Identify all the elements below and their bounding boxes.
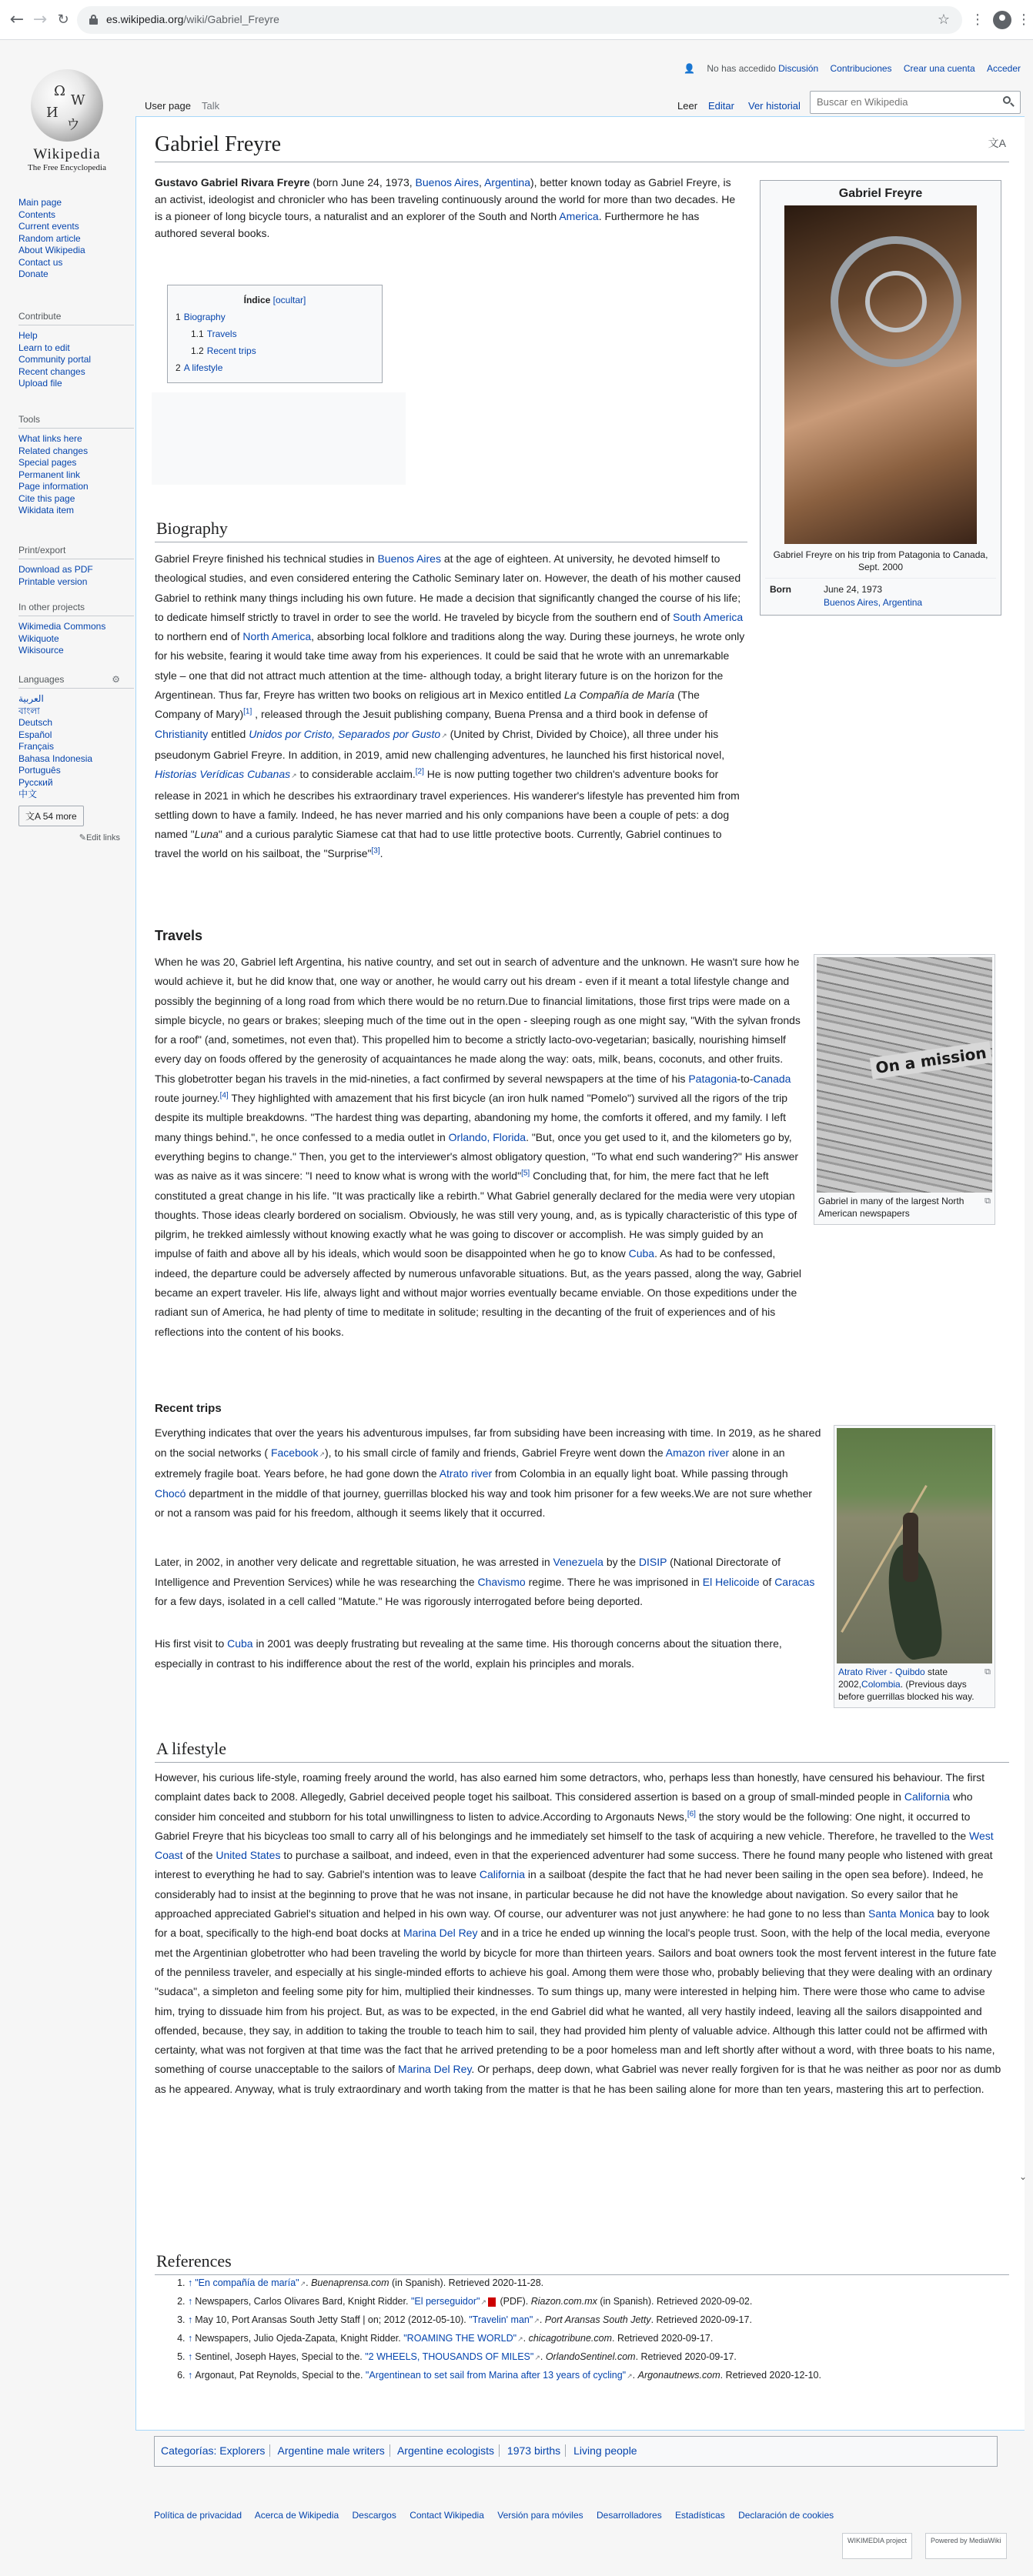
link[interactable]: Atrato river	[439, 1467, 493, 1480]
sidebar-item-learn-to-edit[interactable]: Learn to edit	[18, 342, 70, 353]
user-icon: 👤	[684, 63, 696, 74]
heading-references: References	[156, 2251, 232, 2271]
citation-1[interactable]: [1]	[243, 707, 252, 716]
create-account-link[interactable]: Crear una cuenta	[903, 63, 975, 74]
projects-heading: In other projects	[18, 602, 85, 612]
login-link[interactable]: Acceder	[986, 63, 1021, 74]
language-link[interactable]: Bahasa Indonesia	[18, 752, 93, 764]
link[interactable]: Argentina	[484, 176, 530, 189]
toc-title: Índice [ocultar]	[243, 295, 306, 305]
link[interactable]: Santa Monica	[868, 1907, 934, 1920]
forward-arrow-icon[interactable]: →	[32, 10, 48, 29]
link[interactable]: Venezuela	[553, 1556, 603, 1568]
link[interactable]: Chavismo	[477, 1575, 526, 1588]
infobox-title: Gabriel Freyre	[838, 187, 923, 200]
link[interactable]: Chocó	[155, 1487, 186, 1500]
pdf-icon	[488, 2297, 496, 2307]
wikimedia-badge[interactable]: WIKIMEDIA project	[842, 2533, 912, 2559]
newspaper-image[interactable]: On a mission	[817, 957, 992, 1193]
heading-travels: Travels	[155, 928, 203, 943]
link[interactable]: West Coast	[155, 1829, 994, 1862]
star-icon[interactable]: ☆	[937, 12, 951, 28]
toc-item-recent-trips[interactable]: 1.2 Recent trips	[191, 345, 256, 356]
link[interactable]: California	[904, 1790, 950, 1804]
tab-history[interactable]: Ver historial	[748, 100, 801, 112]
born-label: Born	[770, 584, 791, 595]
link[interactable]: Cuba	[628, 1247, 655, 1260]
sidebar-item-recent-changes[interactable]: Recent changes	[18, 365, 85, 377]
category-link[interactable]: 1973 births	[506, 2444, 561, 2457]
sidebar-print	[18, 545, 134, 588]
language-link[interactable]: العربية	[18, 693, 44, 704]
category-link[interactable]: Argentine male writers	[277, 2444, 385, 2457]
citation-5[interactable]: [5]	[521, 1169, 530, 1178]
toc-item-lifestyle[interactable]: 2 A lifestyle	[176, 362, 223, 373]
reference-link[interactable]: "2 WHEELS, THOUSANDS OF MILES" ↗	[365, 2351, 540, 2362]
thumbnail-caption: ⧉ Gabriel in many of the largest North American newspapers	[818, 1196, 991, 1219]
toc-item-biography[interactable]: 1 Biography	[176, 312, 226, 322]
language-link[interactable]: Français	[18, 741, 55, 752]
tab-read[interactable]: Leer	[677, 100, 698, 112]
reload-icon[interactable]: ↻	[57, 12, 69, 28]
toc-item-travels[interactable]: 1.1 Travels	[191, 329, 237, 339]
heading-lifestyle: A lifestyle	[156, 1739, 227, 1758]
travels-thumbnail	[814, 954, 995, 1225]
toc-hide-link[interactable]: [ocultar]	[272, 295, 306, 305]
sidebar-item-contact[interactable]: Contact us	[18, 256, 63, 268]
footer-link[interactable]: Descargos	[352, 2510, 396, 2521]
sidebar-item-wikiquote[interactable]: Wikiquote	[18, 632, 59, 644]
infobox-born-row	[765, 578, 996, 609]
back-arrow-icon[interactable]: ←	[9, 10, 25, 29]
heading-biography: Biography	[156, 519, 228, 538]
sidebar-item-contents[interactable]: Contents	[18, 209, 56, 220]
infobox-photo[interactable]	[784, 205, 977, 544]
sidebar-item-donate[interactable]: Donate	[18, 269, 48, 279]
browser-toolbar	[0, 0, 1033, 40]
link[interactable]: Colombia	[861, 1679, 901, 1690]
reference-link[interactable]: "ROAMING THE WORLD" ↗	[403, 2333, 523, 2344]
link[interactable]: Unidos por Cristo, Separados por Gusto ↗	[249, 728, 447, 740]
edit-links[interactable]: ✎Edit links	[79, 833, 120, 843]
intro-paragraph: Gustavo Gabriel Rivara Freyre (born June 24, 1973, Buenos Aires, Argentina), better known today as Gabriel Freyre, is an activist, ideologist and chronicler who has been traveling continuously around the world for more than two decades. He is a pioneer of long bicycle tours, a naturalist and an explorer of the South and North America. Furthermore he has authored several books.	[155, 176, 736, 239]
table-of-contents	[167, 285, 383, 383]
born-date: June 24, 1973	[824, 584, 883, 595]
url-text: es.wikipedia.org/wiki/Gabriel_Freyre	[106, 13, 279, 25]
expand-icon[interactable]: ⧉	[985, 1667, 991, 1677]
sidebar-item-special-pages[interactable]: Special pages	[18, 457, 77, 468]
sidebar-item-help[interactable]: Help	[18, 330, 38, 341]
lock-icon	[89, 15, 98, 25]
print-heading: Print/export	[18, 545, 66, 556]
citation-6[interactable]: [6]	[687, 1809, 696, 1818]
reference-link[interactable]: "En compañía de maría" ↗	[195, 2277, 306, 2288]
language-link[interactable]: বাংলা	[18, 705, 40, 716]
link[interactable]: El Helicoide	[702, 1575, 760, 1588]
link[interactable]: Canada	[753, 1072, 791, 1085]
personal-tools	[665, 63, 1021, 74]
expand-icon[interactable]: ⧉	[985, 1196, 991, 1206]
address-bar[interactable]	[77, 6, 962, 34]
reference-link[interactable]: "Argentinean to set sail from Marina after 13 years of cycling" ↗	[366, 2370, 633, 2381]
reference-item: 3. ↑ May 10, Port Aransas South Jetty Staff | on; 2012 (2012-05-10). "Travelin' man" ↗ . Port Aransas South Jetty. Retrieved 2020-09-17.	[188, 2311, 821, 2330]
footer-links	[154, 2510, 834, 2521]
link[interactable]: Buenos Aires	[377, 552, 441, 565]
wikipedia-logo[interactable]	[17, 69, 117, 172]
globe-icon: Ω W И ウ	[31, 69, 103, 142]
link[interactable]: Buenos Aires	[415, 176, 480, 189]
sidebar-item-random-article[interactable]: Random article	[18, 232, 81, 244]
categories-label[interactable]: Categorías:	[161, 2444, 217, 2457]
link[interactable]: Christianity	[155, 727, 209, 740]
citation-4[interactable]: [4]	[219, 1091, 229, 1100]
sidebar-item-wikisource[interactable]: Wikisource	[18, 645, 64, 656]
language-link[interactable]: 中文	[18, 789, 38, 799]
link[interactable]: Facebook ↗	[271, 1446, 325, 1459]
sidebar-item-community-portal[interactable]: Community portal	[18, 354, 92, 365]
reference-link[interactable]: "El perseguidor" ↗	[411, 2296, 486, 2307]
sidebar-item-permanent-link[interactable]: Permanent link	[18, 469, 81, 480]
main-content	[135, 116, 1028, 2431]
travels-paragraph-top: When he was 20, Gabriel left Argentina, his native country, and set out in search of adventure and the unknown. He wasn't sure how he would achieve it, but he did know that, one way or another, he would carry out his dream - even if it meant a total lifestyle change and possibly the beginning of a long road from which there would be no return.Due to financial limitations, those first trips were made on a simple bicycle, no gears or brakes; sleeping much of the time out in the open - sleeping rough as one might say, "With the sylvan fronds for a roof" (and, sometimes, not even that). This propelled him to become a strictly lacto-ovo-vegetarian; basically, nourishing himself every day on foods offered by the generosity of acquaintances he made along the way: oats, milk, beans, coconuts, and other fruits. This globetrotter began his travels in the mid-nineties, a fact confirmed by several newspapers at the time of his Patagonia-to-Canada route journey.[4] They highlighted with amazement that his first bicycle (an iron hulk named "Pomelo") survived all the rigors of the trip despite its multiple breakdowns. "The hardest thing was departing, abandoning my home, the comforts it offered, and my family. I left many things behind.", he once confessed to a media outlet in Orlando, Florida. "But, once you get used to it, and the kilometers go by, everything begins to change." Then, you get to the interviewer's almost obligatory question, "To what end such wandering?" His answer was as naive as it was sincere: "I need to know what is wrong with the world"[5] Concluding that, for him, the mere fact that he left constituted a great change in his life. "It was practically like a rebirth." What Gabriel generally declared for the media were very utopian thoughts. Those ideas clearly bordered on socialism. Obviously, he was still very young, and, as is typically characteristic of this type of pilgrim, he trekked aimlessly without knowing exactly what he was going to discover or accomplish. He was simply guided by an impulse of faith and above all by his ideals, which would soon be disappointed when he go to know Cuba. As had to be confessed, indeed, the departure could be adversely affected by numerous unfavorable situations. But, as the years passed, along the way, Gabriel became an expert traveler. His life, always light and without major worries eventually became enviable. On those expeditions under the radiant sun of America, he had plenty of time to meditate in solitude; resulting in the decanting of the fruit of experiences and of his reflections into the content of his books.	[155, 956, 801, 1338]
search-box	[810, 91, 1021, 114]
infobox	[760, 180, 1001, 616]
reference-link[interactable]: "Travelin' man" ↗	[469, 2314, 540, 2325]
heading-rule	[155, 1762, 1009, 1763]
not-logged-in: 👤 No has accedido	[684, 63, 776, 74]
sidebar-item-main-page[interactable]: Main page	[18, 197, 62, 208]
category-links	[154, 2436, 998, 2467]
citation-2[interactable]: [2]	[415, 767, 424, 776]
link[interactable]: California	[479, 1868, 526, 1881]
link[interactable]: North America	[242, 630, 312, 643]
language-link[interactable]: Deutsch	[18, 717, 53, 728]
link[interactable]: Orlando, Florida	[448, 1130, 527, 1143]
recent-paragraph-2: Later, in 2002, in another very delicate and regrettable situation, he was arrested in Venezuela by the DISIP (National Directorate of Intelligence and Prevention Services) while he was researching the Chavismo regime. There he was imprisoned in El Helicoide of Caracas for a few days, isolated in a cell called "Matute." He was rigorously interrogated before being deported.	[155, 1556, 815, 1607]
link[interactable]: Cuba	[227, 1637, 253, 1650]
link[interactable]: Amazon river	[665, 1446, 730, 1459]
tab-talk[interactable]: Talk	[202, 100, 220, 112]
link[interactable]: Caracas	[774, 1575, 815, 1588]
sidebar-item-download-pdf[interactable]: Download as PDF	[18, 564, 93, 575]
category-link[interactable]: Living people	[573, 2444, 637, 2457]
language-link[interactable]: Русский	[18, 776, 53, 788]
footer-link[interactable]: Estadísticas	[675, 2510, 725, 2521]
contribute-heading: Contribute	[18, 311, 62, 322]
translate-icon[interactable]: 文A	[988, 137, 1006, 149]
thumbnail-caption: ⧉ Atrato River - Quibdo state 2002,Colombia. (Previous days before guerrillas blocked his way.	[838, 1667, 991, 1702]
languages-heading: Languages ⚙	[18, 674, 120, 685]
mediawiki-badge[interactable]: Powered by MediaWiki	[925, 2533, 1007, 2559]
sidebar-tools	[18, 414, 134, 517]
link[interactable]: Marina Del Rey	[397, 2063, 472, 2076]
category-link[interactable]: Argentine ecologists	[396, 2444, 495, 2457]
citation-3[interactable]: [3]	[371, 846, 380, 856]
footer-link[interactable]: Declaración de cookies	[738, 2510, 834, 2521]
footer-link[interactable]: Acerca de Wikipedia	[254, 2510, 339, 2521]
sidebar-item-about[interactable]: About Wikipedia	[18, 245, 85, 255]
heading-recent-trips: Recent trips	[155, 1402, 222, 1415]
recent-thumbnail	[834, 1425, 995, 1708]
profile-avatar[interactable]	[993, 11, 1011, 29]
link[interactable]: Historias Verídicas Cubanas ↗	[155, 768, 297, 780]
footer-link[interactable]: Política de privacidad	[154, 2510, 242, 2521]
link[interactable]: Marina Del Rey	[403, 1927, 478, 1940]
reference-item: 2. ↑ Newspapers, Carlos Olivares Bard, Knight Ridder. "El perseguidor" ↗ (PDF). Riazon.com.mx (in Spanish). Retrieved 2020-09-02.	[188, 2293, 821, 2311]
infobox-caption: Gabriel Freyre on his trip from Patagonia to Canada, Sept. 2000	[773, 549, 988, 572]
sidebar-languages	[18, 674, 134, 843]
tab-user-page[interactable]: User page	[145, 100, 191, 112]
footer-link[interactable]: Versión para móviles	[497, 2510, 583, 2521]
tools-heading: Tools	[18, 414, 41, 425]
sidebar-item-printable-version[interactable]: Printable version	[18, 576, 88, 587]
talk-link[interactable]: Discusión	[778, 63, 819, 74]
footer-link[interactable]: Contact Wikipedia	[410, 2510, 484, 2521]
sidebar-item-commons[interactable]: Wikimedia Commons	[18, 621, 106, 632]
sidebar-item-related-changes[interactable]: Related changes	[18, 445, 89, 456]
language-link-selected[interactable]: Español	[18, 729, 52, 740]
logo-title: Wikipedia	[33, 146, 101, 162]
link[interactable]: America	[559, 210, 599, 222]
sidebar-item-current-events[interactable]: Current events	[18, 221, 79, 232]
toc-shadow	[152, 392, 406, 485]
sidebar-projects	[18, 602, 134, 657]
search-icon[interactable]	[1003, 96, 1014, 107]
pencil-icon: ✎	[79, 833, 86, 843]
footer-link[interactable]: Desarrolladores	[596, 2510, 662, 2521]
menu-icon[interactable]: ⋮	[1017, 12, 1031, 28]
sidebar-navigation	[18, 197, 134, 281]
gear-icon[interactable]: ⚙	[112, 674, 120, 685]
biography-paragraph: Gabriel Freyre finished his technical studies in Buenos Aires at the age of eighteen. At university, he devoted himself to theological studies, and even considered entering the Catholic Seminary later on. However, the death of his mother caused Gabriel to rethink many things including his own future. He made a decision that significantly changed the course of his life; to dedicate himself strictly to travel in order to see the world. He traveled by bicycle from the southern end of South America to northern end of North America, absorbing local folklore and traditions along the way. During these journeys, he wrote only for his website, fearing it would take time away from his experiences. It could be said that he wrote with an unremarkable style – one that did not attract much attention at the time- although today, a bright literary future is on the horizon for the Argentinean. Thus far, Freyre has written two books on religious art in Mexico entitled La Compañía de María (The Company of Mary)[1] , released through the Jesuit publishing company, Buena Prensa and a third book in defense of Christianity entitled Unidos por Cristo, Separados por Gusto ↗ (United by Christ, Divided by Choice), all three under his pseudonym Gabriel Freyre. In addition, in 2019, amid new challenging adventures, he launched his first historical novel, Historias Verídicas Cubanas ↗ to considerable acclaim.[2] He is now putting together two children's adventure books for release in 2021 in which he describes his extraordinary travel experiences. His wanderer's lifestyle has prevented him from settling down to have a family. Indeed, he has never married and his only companions have been a couple of pets: a dog named "Luna" and a curious paralytic Siamese cat that had to use little protective boots. Currently, Gabriel continues to travel the world on his sailboat, the "Surprise"[3].	[155, 549, 747, 864]
logo-subtitle: The Free Encyclopedia	[27, 163, 106, 172]
link[interactable]: South America	[673, 610, 744, 623]
lifestyle-paragraph: However, his curious life-style, roaming freely around the world, has also earned him some detractors, who, perhaps less than honestly, have censured his behaviour. The first complaint dates back to 2008. Allegedly, Gabriel deceived people toget his sailboat. This considered assertion is based on a group of small-minded people in California who consider him conceited and stubborn for his total unwillingness to listen to advice.According to Argonauts News,[6] the story would be the following: One night, it occurred to Gabriel Freyre that his bicycleas too small to carry all of his belongings and he immediately set himself to the task of acquiring a new vehicle. Therefore, he travelled to the West Coast of the United States to purchase a sailboat, and indeed, even in that the experienced adventurer had some success. There he found many people who listened with great interest to everything he had to say. Gabriel's intention was to leave California in a sailboat (despite the fact that he had never been sailing in the open sea before). Indeed, he considerably had to insist at the beginning to prove that he was not insane, in particular because he did not have the knowledge about navigation. So every sailor that he approached appreciated Gabriel's situation and helped in his own way. Of course, our adventurer was not just anywhere: he had gone to no less than Santa Monica bay to look for a boat, specifically to the high-end boat docks at Marina Del Rey and in a trice he ended up winning the local's people trust. Soon, with the help of the local media, everyone met the Argentinian globetrotter who had been traveling the world by bicycle for more than thirteen years. Sailors and boat owners took the most fervent interest in the future fate of the penniless traveler, and especially at his single-minded efforts to achieve his goal. Among them were those who, probably believing that they were dealing with an ordinary "sudaca", a simpleton and feeling some pity for him, multiplied their kindnesses. To sum things up, many were interested in helping him. There were those who came to advise him, trying to dissuade him from his project. But, as was to be expected, in the end Gabriel did what he wanted, all very hastily indeed, leaving all the sailors disappointed and offended, because, they say, in addition to taking the trouble to teach him to sail, they had provided him plenty of valuable advice. Although this latter could not be affirmed with certainty, what was not forgiven at that time was the fact that he arrived pretending to be a poor homeless man and left shortly after without a word, with three boats to his name, something of course unacceptable to the sailors of Marina Del Rey. Or perhaps, deep down, what Gabriel was never really forgiven for is that he was neither as poor nor as dumb as he appeared. Anyway, what is truly extraordinary and worth taking from the matter is that he has been sailing alone for more than ten years, mastering this art to perfection.	[155, 1771, 1001, 2095]
recent-paragraph-3: His first visit to Cuba in 2001 was deeply frustrating but revealing at the same time. His thorough concerns about the situation there, especially in contrast to his indifference about the rest of the world, explain his principles and morals.	[155, 1637, 782, 1670]
sidebar-contribute	[18, 311, 134, 390]
language-link[interactable]: Português	[18, 765, 61, 776]
river-image[interactable]	[837, 1428, 992, 1663]
link[interactable]: DISIP	[638, 1556, 667, 1568]
sidebar-item-upload-file[interactable]: Upload file	[18, 378, 62, 389]
sidebar-item-what-links-here[interactable]: What links here	[18, 433, 82, 444]
search-input[interactable]	[817, 96, 994, 108]
reference-item: 4. ↑ Newspapers, Julio Ojeda-Zapata, Knight Ridder. "ROAMING THE WORLD" ↗ . chicagotribune.com. Retrieved 2020-09-17.	[188, 2330, 821, 2348]
sidebar-item-wikidata-item[interactable]: Wikidata item	[18, 505, 75, 516]
references-list	[174, 2274, 821, 2385]
link[interactable]: Atrato River - Quibdo	[838, 1667, 925, 1677]
extensions-icon[interactable]: ⋮	[971, 12, 985, 28]
more-languages-button[interactable]: 文A 54 more	[18, 806, 84, 826]
category-link[interactable]: Explorers	[219, 2444, 266, 2457]
page-title: Gabriel Freyre	[155, 132, 282, 156]
reference-item: 6. ↑ Argonaut, Pat Reynolds, Special to the. "Argentinean to set sail from Marina after 13 years of cycling" ↗ . Argonautnews.com. Retrieved 2020-12-10.	[188, 2367, 821, 2385]
tab-edit[interactable]: Editar	[708, 100, 734, 112]
recent-paragraph-1: Everything indicates that over the years his adventurous impulses, far from subsiding have been increasing with time. In 2019, as he shared on the social networks ( Facebook ↗ ), to his small circle of family and friends, Gabriel Freyre went down the Amazon river alone in an extremely fragile boat. Years before, he had gone down the Atrato river from Colombia in an equally light boat. While passing through Chocó department in the middle of that journey, guerrillas blocked his way and took him prisoner for a few weeks.We are not sure whether or not a ransom was paid for his freedom, although it seems likely that it occurred.	[155, 1423, 821, 1523]
sidebar-item-cite-this-page[interactable]: Cite this page	[18, 492, 75, 504]
link[interactable]: United States	[216, 1849, 281, 1862]
link[interactable]: Patagonia	[688, 1072, 737, 1085]
chevron-down-icon[interactable]: ⌄	[1019, 2171, 1028, 2182]
contributions-link[interactable]: Contribuciones	[830, 63, 892, 74]
reference-item: 1. ↑ "En compañía de maría" ↗ . Buenaprensa.com (in Spanish). Retrieved 2020-11-28.	[188, 2274, 821, 2293]
reference-item: 5. ↑ Sentinel, Joseph Hayes, Special to the. "2 WHEELS, THOUSANDS OF MILES" ↗ . OrlandoSentinel.com. Retrieved 2020-09-17.	[188, 2348, 821, 2367]
born-place-link[interactable]: Buenos Aires, Argentina	[824, 597, 923, 608]
sidebar-item-page-information[interactable]: Page information	[18, 481, 89, 492]
